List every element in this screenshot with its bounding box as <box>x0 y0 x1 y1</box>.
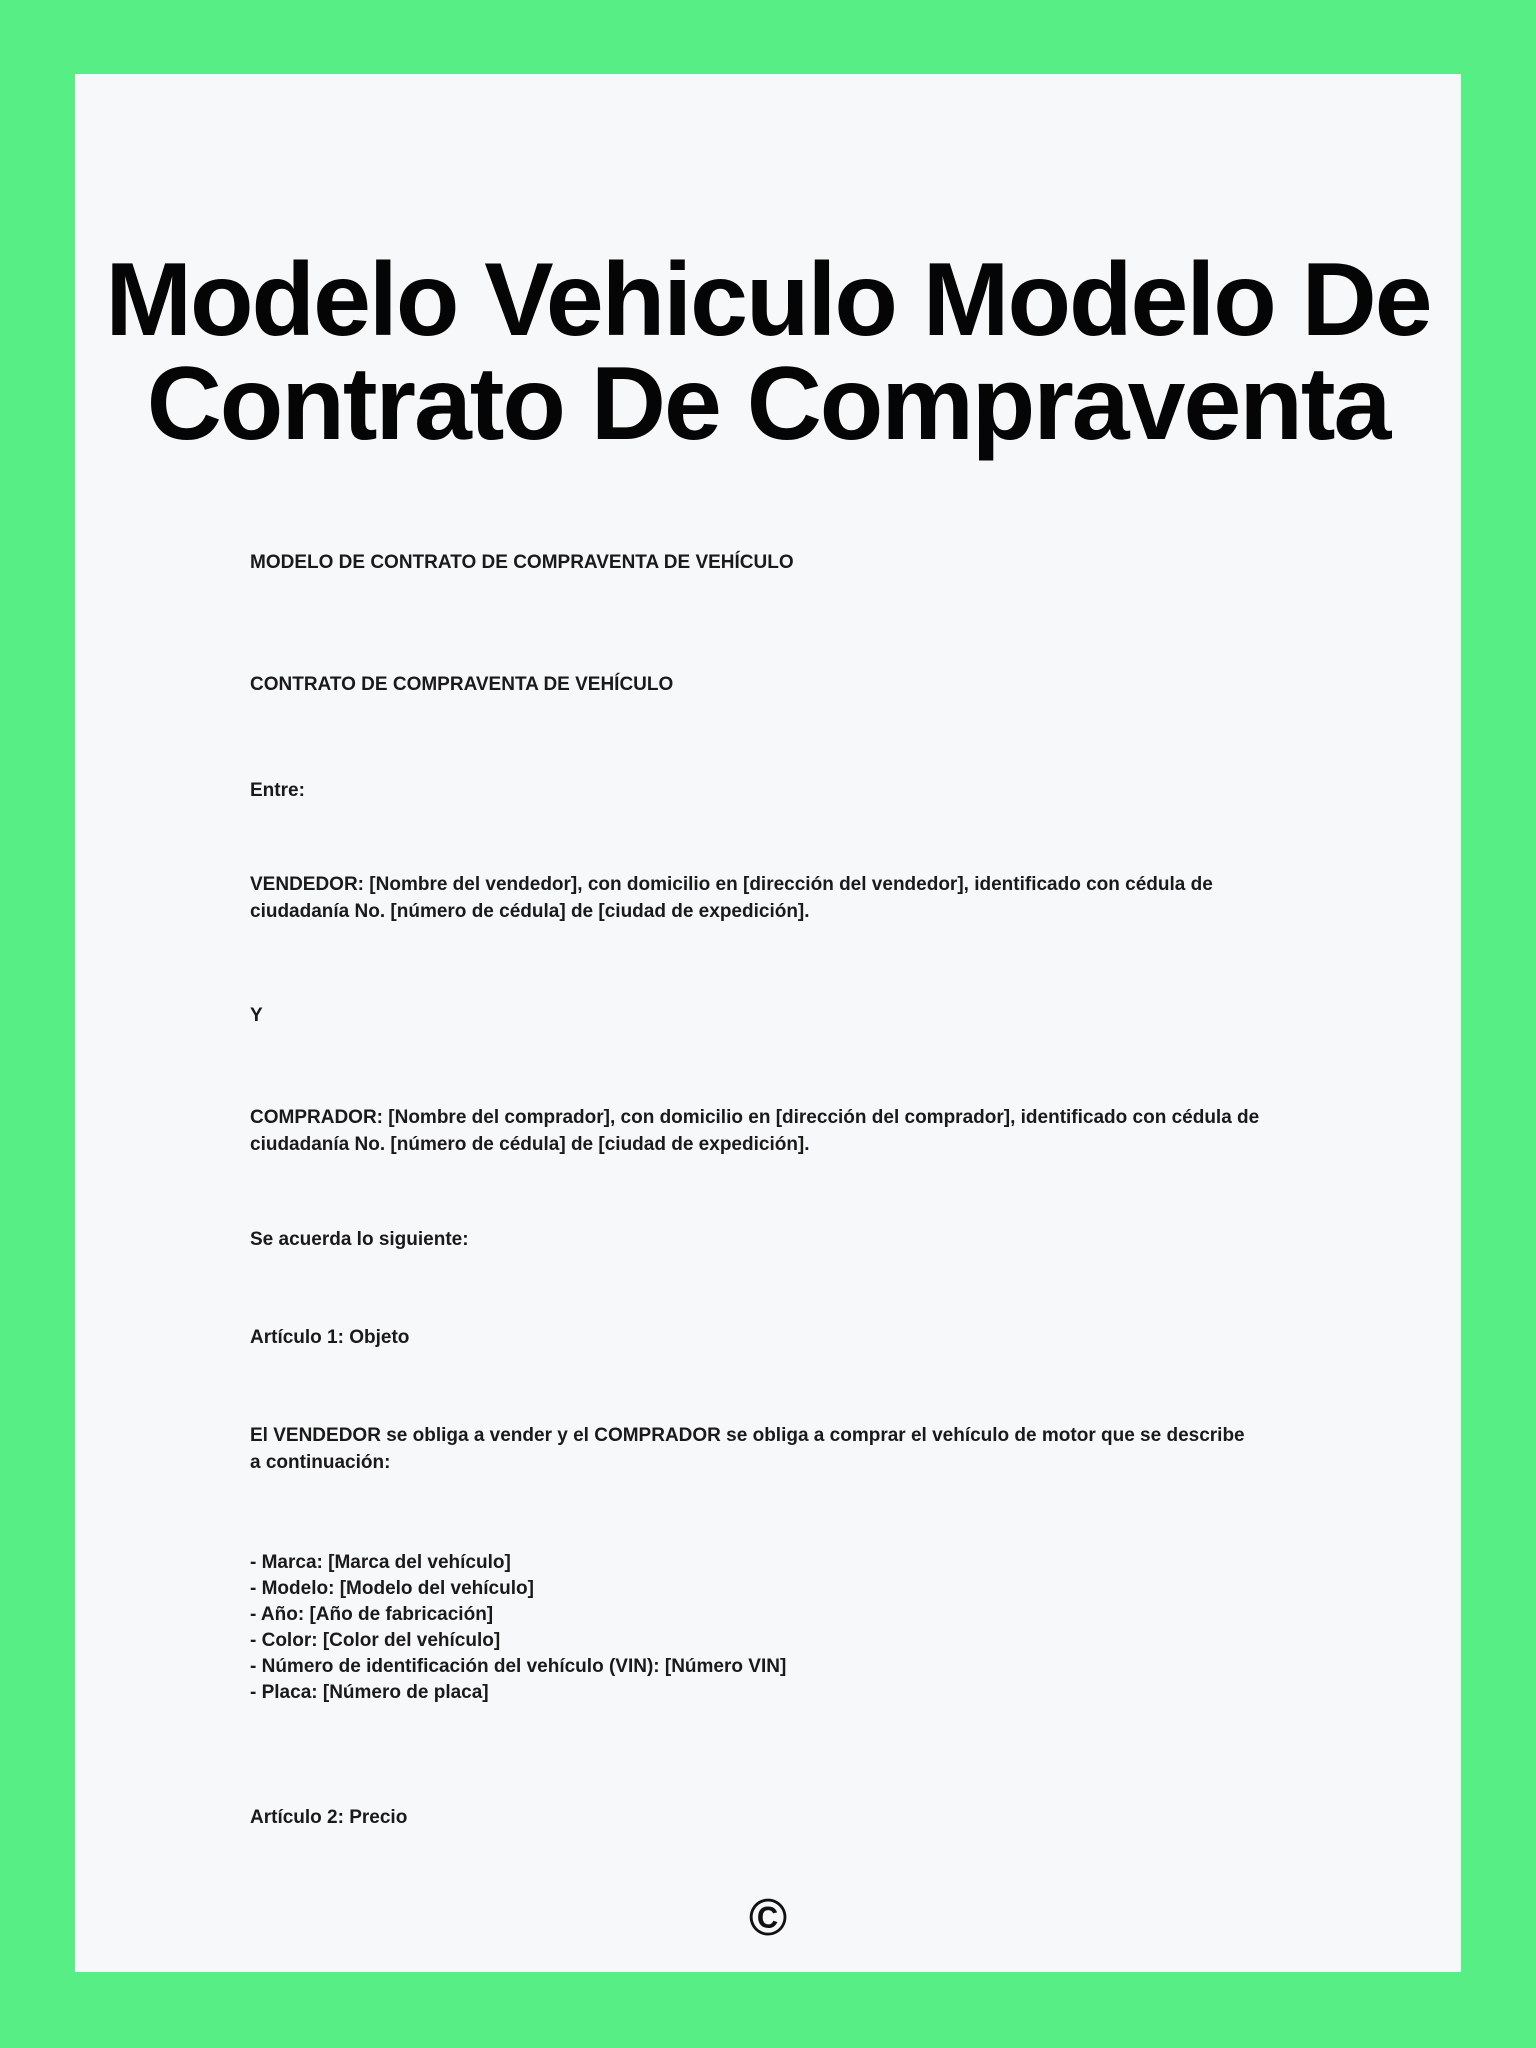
list-item-anio: - Año: [Año de fabricación] <box>250 1604 494 1625</box>
list-item-modelo: - Modelo: [Modelo del vehículo] <box>250 1578 534 1599</box>
vehicle-details-list <box>250 1550 1260 1706</box>
list-item-vin: - Número de identificación del vehículo (VIN): [Número VIN] <box>250 1656 787 1677</box>
heading-modelo-contrato: MODELO DE CONTRATO DE COMPRAVENTA DE VEHÍCULO <box>250 552 794 573</box>
paragraph-comprador: COMPRADOR: [Nombre del comprador], con domicilio en [dirección del comprador], identificado con cédula de ciudadanía No. [número de cédula] de [ciudad de expedición]. <box>250 1107 1260 1155</box>
list-item-color: - Color: [Color del vehículo] <box>250 1630 501 1651</box>
label-y: Y <box>250 1005 263 1026</box>
contract-page <box>75 74 1461 1972</box>
page-title-line-2: Contrato De Compraventa <box>146 346 1390 462</box>
copyright-icon: © <box>748 1889 788 1947</box>
paragraph-objeto: El VENDEDOR se obliga a vender y el COMPRADOR se obliga a comprar el vehículo de motor que se describe a continuación: <box>250 1425 1245 1473</box>
page-title-line-1: Modelo Vehiculo Modelo De <box>105 242 1431 358</box>
heading-articulo-2: Artículo 2: Precio <box>250 1807 408 1828</box>
heading-contrato-compraventa: CONTRATO DE COMPRAVENTA DE VEHÍCULO <box>250 674 674 695</box>
list-item-placa: - Placa: [Número de placa] <box>250 1682 489 1703</box>
heading-articulo-1: Artículo 1: Objeto <box>250 1327 410 1348</box>
label-se-acuerda: Se acuerda lo siguiente: <box>250 1229 469 1250</box>
paragraph-vendedor: VENDEDOR: [Nombre del vendedor], con domicilio en [dirección del vendedor], identificado con cédula de ciudadanía No. [número de cédula] de [ciudad de expedición]. <box>250 874 1213 922</box>
page-title <box>75 242 1461 462</box>
list-item-marca: - Marca: [Marca del vehículo] <box>250 1552 511 1573</box>
label-entre: Entre: <box>250 780 305 801</box>
